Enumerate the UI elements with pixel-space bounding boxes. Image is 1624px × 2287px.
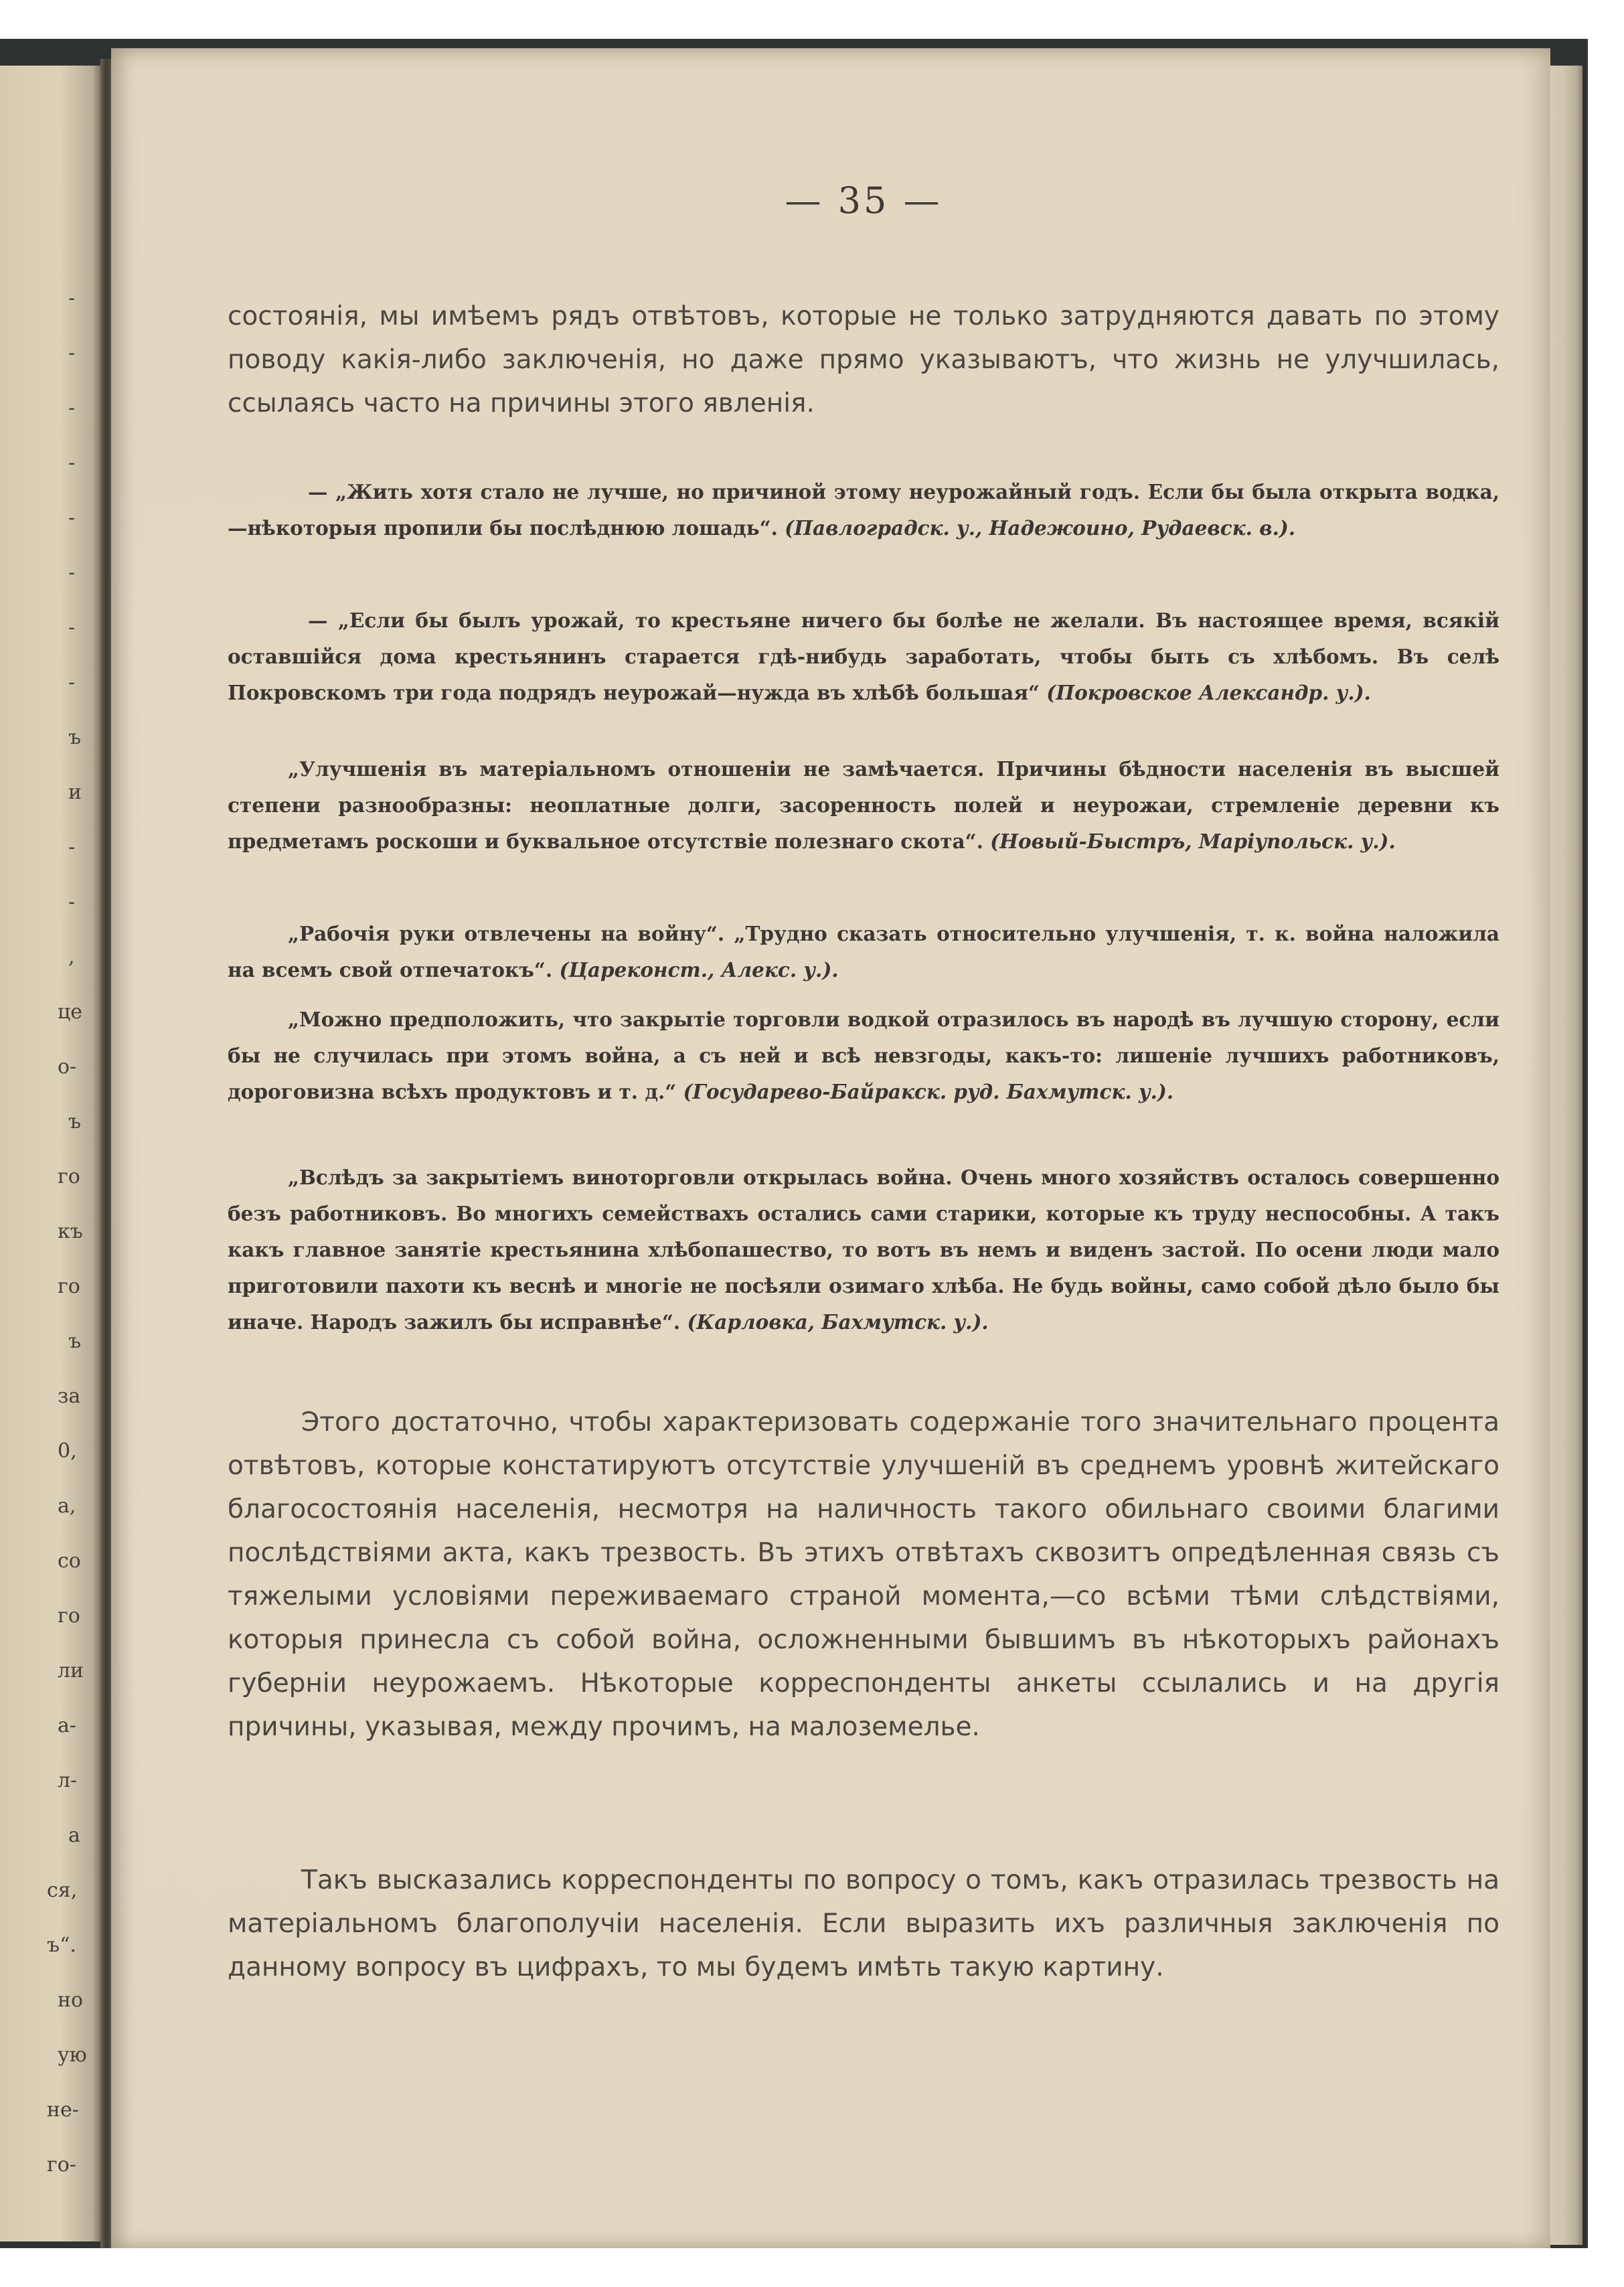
- left-page-fragment: не-: [47, 2098, 79, 2122]
- left-page-fragment: ую: [58, 2043, 87, 2067]
- left-page-fragment: а,: [58, 1494, 76, 1518]
- left-page-fragment: за: [58, 1385, 81, 1408]
- left-page-fragment: ,: [68, 945, 75, 969]
- left-page-fragment: го-: [47, 2153, 76, 2177]
- left-page-fragment: го: [58, 1604, 80, 1628]
- paragraph-intro: состоянія, мы имѣемъ рядъ отвѣтовъ, которые не только затрудняются давать по этому поводу какія-либо заключенія, но даже прямо указываютъ, что жизнь не улучшилась, ссылаясь часто на причины этого явленія.: [228, 301, 1499, 418]
- left-page-fragment: а-: [58, 1714, 77, 1737]
- left-page-fragment: го: [58, 1165, 80, 1188]
- left-page-fragment: -: [68, 836, 76, 859]
- quote-source: (Карловка, Бахмутск. у.).: [687, 1310, 989, 1334]
- quote-5: [228, 1002, 1499, 1110]
- left-page-fragment: къ: [58, 1220, 83, 1243]
- left-page-fragment: -: [68, 287, 76, 310]
- left-page-fragment: со: [58, 1549, 81, 1573]
- quote-text: „Рабочія руки отвлечены на войну“. „Трудно сказать относительно улучшенія, т. к. война наложила на всемъ свой отпечатокъ“.: [228, 922, 1499, 981]
- quote-text: „Можно предположить, что закрытіе торговли водкой отразилось въ народѣ въ лучшую сторону, если бы не случилась при этомъ война, а съ ней и всѣ невзгоды, какъ-то: лишеніе лучшихъ работниковъ, дороговизна всѣхъ продуктовъ и т. д.“: [228, 1008, 1499, 1103]
- left-page-fragment: -: [68, 561, 76, 584]
- paragraph-conclusion: Такъ высказались корреспонденты по вопросу о томъ, какъ отразилась трезвость на матеріальномъ благополучіи населенія. Если выразить ихъ различныя заключенія по данному вопросу въ цифрахъ, то мы будемъ имѣть такую картину.: [228, 1865, 1499, 1982]
- left-page-fragment: но: [58, 1988, 84, 2012]
- left-page-fragment: ъ: [68, 726, 82, 749]
- quote-text: „Улучшенія въ матеріальномъ отношеніи не замѣчается. Причины бѣдности населенія въ высшей степени разнообразны: неоплатные долги, засоренность полей и неурожаи, стремленіе деревни къ предметамъ роскоши и буквальное отсутствіе полезнаго скота“.: [228, 757, 1499, 853]
- left-page-fragment: -: [68, 506, 76, 530]
- page-stack-edge: [1550, 66, 1582, 2245]
- left-page-fragment: и: [68, 781, 82, 804]
- left-page-fragment: -: [68, 671, 76, 694]
- left-page-fragment: о-: [58, 1055, 77, 1079]
- left-page-fragment: л-: [58, 1769, 78, 1792]
- quote-text: — „Жить хотя стало не лучше, но причиной этому неурожайный годъ. Если бы была открыта водка,—нѣкоторыя пропили бы послѣднюю лошадь“.: [228, 480, 1499, 540]
- left-page-fragment: -: [68, 396, 76, 420]
- left-page-fragment: -: [68, 451, 76, 475]
- left-page-fragment: ся,: [47, 1879, 78, 1902]
- left-page-fragment: а: [68, 1824, 80, 1847]
- left-page-fragment: 0,: [58, 1439, 77, 1463]
- left-page-fragment: ъ“.: [47, 1934, 76, 1957]
- quote-source: (Новый-Быстръ, Маріупольск. у.).: [990, 830, 1396, 853]
- quote-1: [228, 474, 1499, 546]
- page-number: — 35 —: [785, 179, 943, 222]
- quote-source: (Покровское Александр. у.).: [1046, 681, 1371, 704]
- paragraph-summary: Этого достаточно, чтобы характеризовать содержаніе того значительнаго процента отвѣтовъ, которые констатируютъ отсутствіе улучшеній въ среднемъ уровнѣ житейскаго благосостоянія населенія, несмотря на наличность такого обильнаго своими благими послѣдствіями акта, какъ трезвость. Въ этихъ отвѣтахъ сквозитъ опредѣленная связь съ тяжелыми условіями переживаемаго страной момента,—со всѣми тѣми слѣдствіями, которыя принесла съ собой война, осложненными бывшимъ въ нѣкоторыхъ районахъ губерніи неурожаемъ. Нѣкоторые корреспонденты анкеты ссылались и на другія причины, указывая, между прочимъ, на малоземелье.: [228, 1407, 1499, 1742]
- left-page-fragment: го: [58, 1275, 80, 1298]
- quote-6: [228, 1160, 1499, 1340]
- left-page-fragment: ли: [58, 1659, 84, 1682]
- quote-text: „Вслѣдъ за закрытіемъ виноторговли открылась война. Очень много хозяйствъ осталось совершенно безъ работниковъ. Во многихъ семействахъ остались сами старики, которые къ труду неспособны. А такъ какъ главное занятіе крестьянина хлѣбопашество, то вотъ въ немъ и виденъ застой. По осени люди мало приготовили пахоти къ веснѣ и многіе не посѣяли озимаго хлѣба. Не будь войны, само собой дѣло было бы иначе. Народъ зажилъ бы исправнѣе“.: [228, 1166, 1499, 1334]
- left-page-fragment: ъ: [68, 1110, 82, 1133]
- quote-4: [228, 916, 1499, 988]
- quote-source: (Государево-Байракск. руд. Бахмутск. у.).: [683, 1080, 1174, 1103]
- left-page-fragment: ъ: [68, 1330, 82, 1353]
- left-page-fragment: це: [58, 1000, 83, 1024]
- left-page-fragment: -: [68, 341, 76, 365]
- scan-background: [0, 39, 1588, 2248]
- quote-source: (Цареконст., Алекс. у.).: [559, 958, 839, 981]
- quote-3: [228, 751, 1499, 860]
- left-page-fragment: -: [68, 890, 76, 914]
- left-page-edge: [0, 66, 100, 2241]
- quote-text: — „Если бы былъ урожай, то крестьяне ничего бы болѣе не желали. Въ настоящее время, всякій оставшійся дома крестьянинъ старается гдѣ-нибудь заработать, чтобы быть съ хлѣбомъ. Въ селѣ Покровскомъ три года подрядъ неурожай—нужда въ хлѣбѣ большая“: [228, 609, 1499, 704]
- quote-2: [228, 603, 1499, 711]
- page: [111, 48, 1550, 2248]
- left-page-fragment: -: [68, 616, 76, 639]
- quote-source: (Павлоградск. у., Надежоино, Рудаевск. в.).: [785, 516, 1296, 540]
